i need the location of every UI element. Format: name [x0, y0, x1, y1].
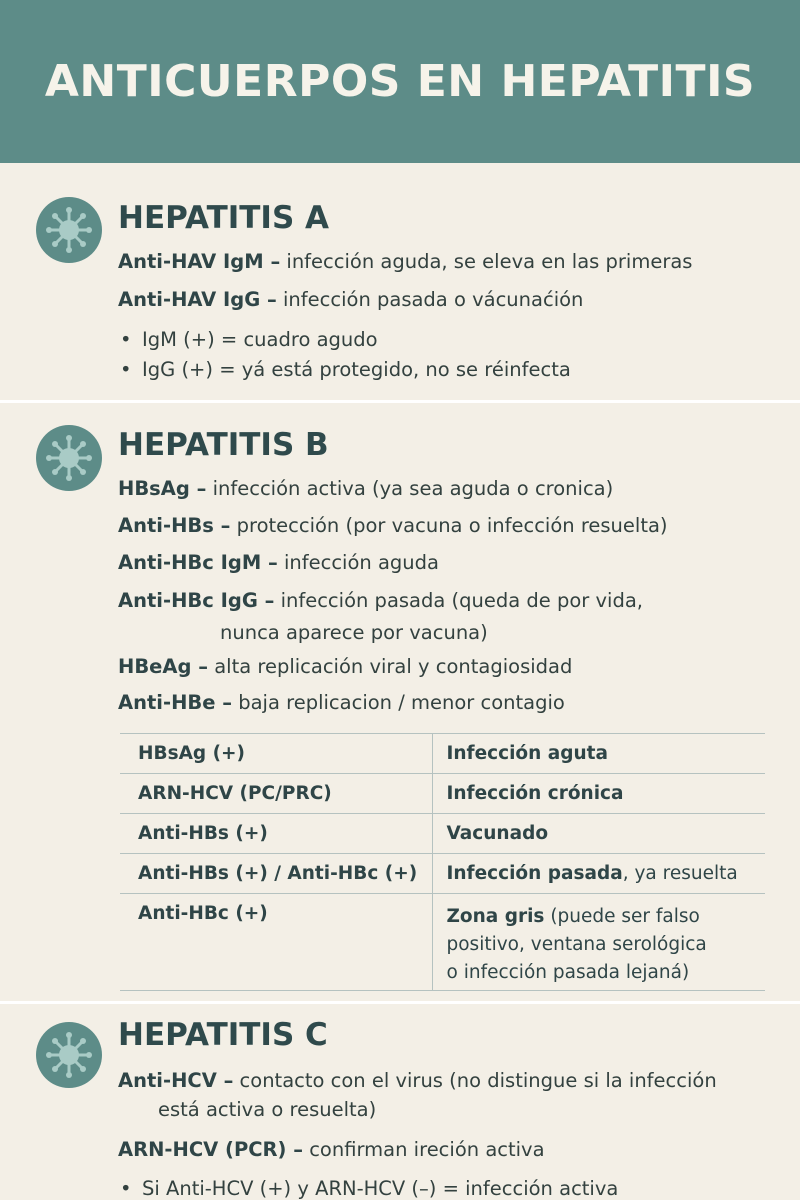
- table-row: [120, 854, 765, 894]
- hep-b-line-1: HBsAg – infección activa (ya sea aguda o cronica): [118, 477, 614, 500]
- hep-b-line-3: Anti-HBc IgM – infección aguda: [118, 551, 439, 574]
- hep-b-line-5: HBeAg – alta replicación viral y contagiosidad: [118, 655, 573, 678]
- hep-b-line-6: Anti-HBe – baja replicacion / menor contagio: [118, 691, 565, 714]
- table-meaning-cell: Infección crónica: [446, 783, 624, 804]
- table-row: [120, 894, 765, 991]
- hep-b-line-4: Anti-HBc IgG – infección pasada (queda de por vida,: [118, 589, 643, 612]
- hep-a-line-1: Anti-HAV IgM – infección aguda, se eleva en las primeras: [118, 250, 693, 273]
- serology-table: [120, 733, 765, 991]
- table-marker-cell: ARN-HCV (PC/PRC): [120, 774, 432, 814]
- table-row: [120, 774, 765, 814]
- table-meaning-cell: Infección aguta: [446, 743, 608, 764]
- section-title-hep-c: HEPATITIS C: [118, 1017, 328, 1053]
- table-meaning-cell: Infección pasada, ya resuelta: [446, 863, 738, 884]
- table-marker-cell: Anti-HBs (+) / Anti-HBc (+): [120, 854, 432, 894]
- header-banner: [0, 0, 800, 163]
- hep-c-line-1-continuation: está activa o resuelta): [158, 1098, 377, 1121]
- hep-b-line-4-continuation: nunca aparece por vacuna): [220, 621, 488, 644]
- table-marker-cell: Anti-HBs (+): [120, 814, 432, 854]
- page-title: ANTICUERPOS EN HEPATITIS: [44, 56, 756, 107]
- hep-a-line-2: Anti-HAV IgG – infección pasada o vácunaćión: [118, 288, 584, 311]
- table-row: [120, 814, 765, 854]
- hep-a-bullet-2: • IgG (+) = yá está protegido, no se réinfecta: [120, 358, 571, 381]
- divider: [0, 400, 800, 403]
- section-title-hep-b: HEPATITIS B: [118, 427, 329, 463]
- table-row: [120, 734, 765, 774]
- virus-icon: [36, 425, 102, 491]
- section-title-hep-a: HEPATITIS A: [118, 200, 330, 236]
- table-marker-cell: HBsAg (+): [120, 734, 432, 774]
- table-marker-cell: Anti-HBc (+): [120, 894, 432, 991]
- table-meaning-cell: Vacunado: [446, 823, 549, 844]
- hep-a-bullet-1: • IgM (+) = cuadro agudo: [120, 328, 378, 351]
- hep-c-bullet-1: • Si Anti-HCV (+) y ARN-HCV (–) = infección activa: [120, 1177, 618, 1200]
- virus-icon: [36, 1022, 102, 1088]
- hep-c-line-2: ARN-HCV (PCR) – confirman ireción activa: [118, 1138, 545, 1161]
- virus-icon: [36, 197, 102, 263]
- hep-b-line-2: Anti-HBs – protección (por vacuna o infección resuelta): [118, 514, 668, 537]
- divider: [0, 1001, 800, 1004]
- table-meaning-cell: Zona gris (puede ser falso positivo, ventana serológica o infección pasada lejaná): [446, 906, 707, 983]
- hep-c-line-1: Anti-HCV – contacto con el virus (no distingue si la infección: [118, 1069, 717, 1092]
